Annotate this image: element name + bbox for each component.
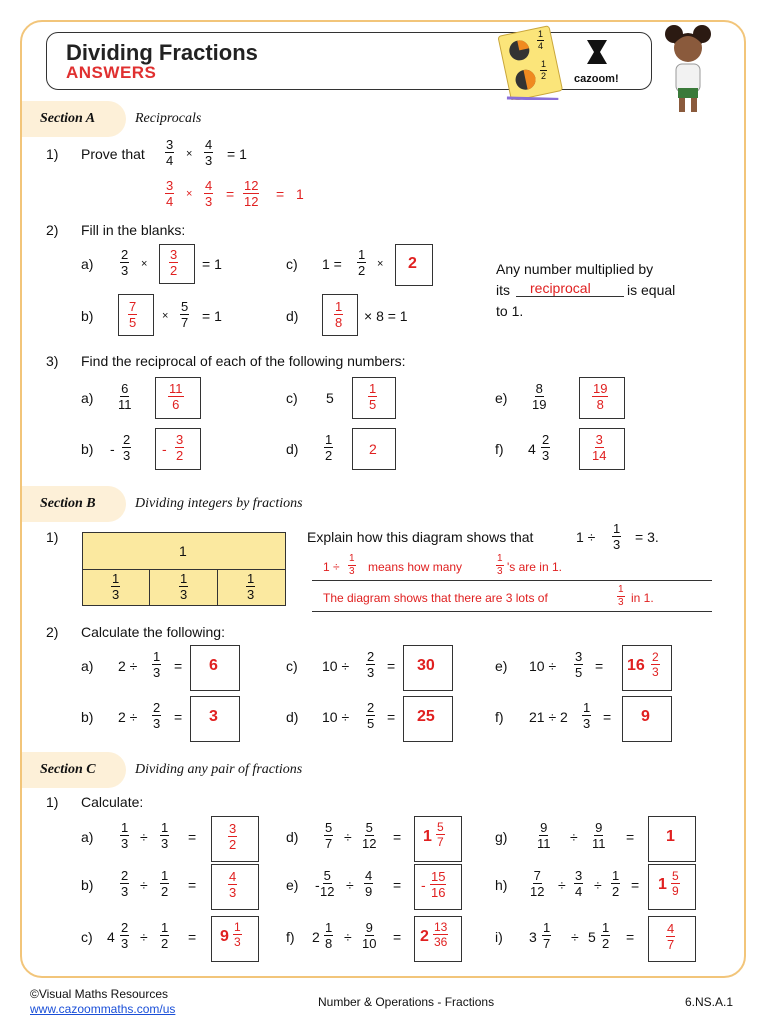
page-subtitle: ANSWERS <box>66 63 157 82</box>
fraction-1-2: 1 2 <box>358 247 366 278</box>
explanation-line-2: The diagram shows that there are 3 lots of <box>323 591 548 605</box>
section-a-description: Reciprocals <box>135 111 202 126</box>
proof-fraction-3-4: 3 4 <box>166 178 174 209</box>
notepad-fraction-quarter: 1 4 <box>538 29 544 51</box>
answer-fraction-7-5: 7 5 <box>129 299 137 330</box>
answer-fraction-1-5: 1 5 <box>369 381 377 412</box>
logo-text: cazoom! <box>574 73 619 85</box>
fraction-2-3: 2 3 <box>121 247 129 278</box>
answer-fraction-neg-3-2: 3 2 <box>176 432 184 463</box>
proof-fraction-12-12: 12 12 <box>244 178 259 209</box>
notepad-fraction-half: 1 2 <box>541 59 547 81</box>
explanation-line-1: means how many <box>368 560 463 574</box>
fraction-6-11: 6 11 <box>118 381 132 412</box>
fraction-2-3-negative: 2 3 <box>123 432 131 463</box>
answer-fraction-3-14: 3 14 <box>592 432 607 463</box>
diagram-third-2: 1 3 <box>180 571 188 602</box>
fraction-8-19: 8 19 <box>532 381 547 412</box>
answer-fraction-1-8: 1 8 <box>335 299 343 330</box>
answer-fraction-11-6: 11 6 <box>169 381 183 412</box>
section-b-description: Dividing integers by fractions <box>135 496 303 511</box>
student-character-illustration <box>660 24 716 116</box>
question-a2-text: Fill in the blanks: <box>81 222 186 238</box>
footer-website-link[interactable]: www.cazoommaths.com/us <box>30 1002 176 1016</box>
question-a1-text: Prove that <box>81 146 145 162</box>
cazoom-logo-icon <box>584 38 610 66</box>
proof-fraction-4-3: 4 3 <box>205 178 213 209</box>
answer-fraction-3-2: 3 2 <box>170 247 178 278</box>
mixed-fraction-4-2-3: 2 3 <box>542 432 550 463</box>
footer-standard-code: 6.NS.A.1 <box>685 995 734 1009</box>
notepad-illustration <box>492 22 572 100</box>
fraction-4-3: 4 3 <box>205 137 213 168</box>
question-c1-number: 1) <box>46 794 59 810</box>
diagram-whole-label: 1 <box>179 543 187 559</box>
section-a-label: Section A <box>40 111 96 126</box>
answer-fraction-19-8: 19 8 <box>593 381 608 412</box>
fraction-3-4: 3 4 <box>166 137 174 168</box>
diagram-third-3: 1 3 <box>247 571 255 602</box>
section-c-label: Section C <box>40 762 96 777</box>
question-b2-number: 2) <box>46 624 59 640</box>
question-c1-text: Calculate: <box>81 794 144 810</box>
question-b1-text: Explain how this diagram shows that <box>307 529 534 545</box>
question-b1-number: 1) <box>46 529 59 545</box>
fraction-1-3-explain: 1 3 <box>613 521 621 552</box>
reciprocal-answer: reciprocal <box>530 280 591 296</box>
question-a1-number: 1) <box>46 146 59 162</box>
footer-copyright: ©Visual Maths Resources <box>30 987 169 1001</box>
question-a3-text: Find the reciprocal of each of the following numbers: <box>81 353 406 369</box>
footer-topic: Number & Operations - Fractions <box>318 995 495 1009</box>
reciprocal-explanation-line1: Any number multiplied by <box>496 261 654 277</box>
question-a3-number: 3) <box>46 353 59 369</box>
section-c-description: Dividing any pair of fractions <box>135 762 303 777</box>
question-a2-number: 2) <box>46 222 59 238</box>
question-b2-text: Calculate the following: <box>81 624 225 640</box>
fraction-5-7: 5 7 <box>181 299 189 330</box>
diagram-third-1: 1 3 <box>112 571 120 602</box>
section-b-label: Section B <box>40 496 96 511</box>
fraction-1-2-q3d: 1 2 <box>325 432 333 463</box>
page-title: Dividing Fractions <box>66 40 258 65</box>
